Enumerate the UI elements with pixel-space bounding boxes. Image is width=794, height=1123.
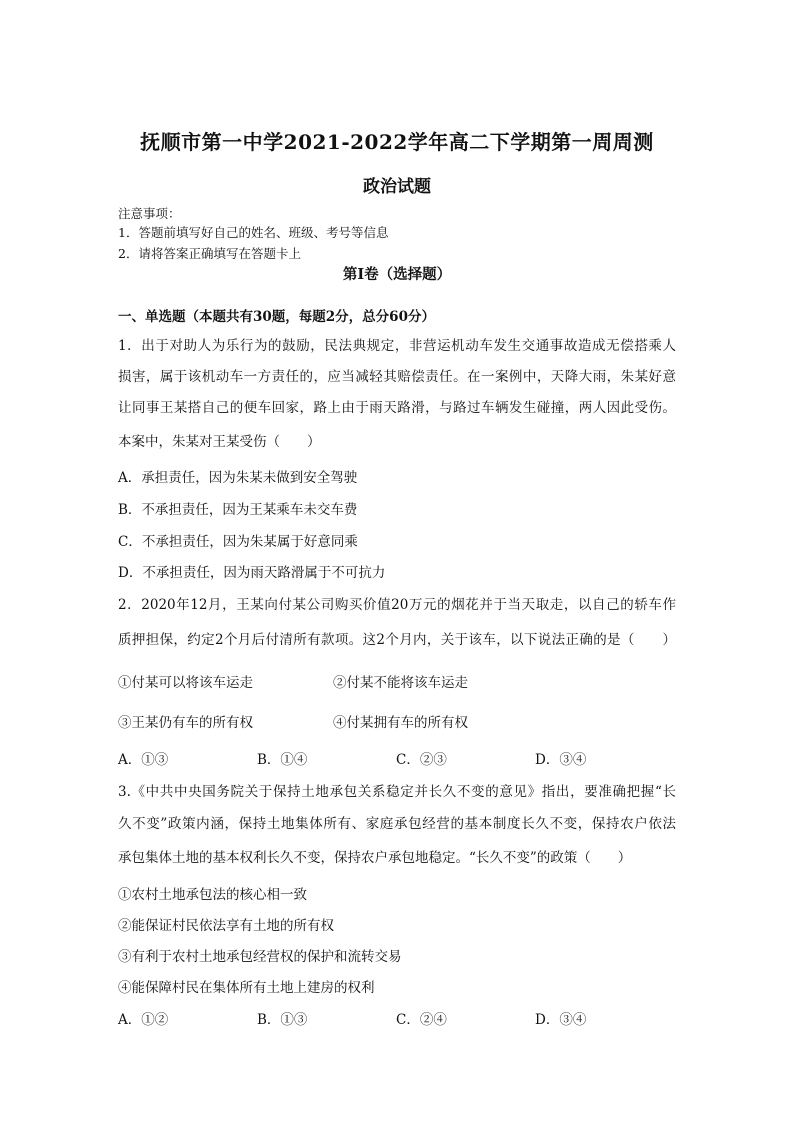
exam-title: 抚顺市第一中学2021-2022学年高二下学期第一周周测	[140, 130, 654, 154]
q1-option-a: A．承担责任，因为朱某未做到安全驾驶	[118, 470, 358, 486]
q2-statement-1: ①付某可以将该车运走	[118, 675, 253, 691]
notice-heading: 注意事项：	[118, 206, 181, 221]
q3-statement-3: ③有利于农村土地承包经营权的保护和流转交易	[118, 949, 402, 965]
volume-title: 第I卷（选择题）	[342, 266, 452, 283]
q3-stem-line-3: 承包集体土地的基本权利长久不变，保持农户承包地稳定。“长久不变”的政策（ ）	[118, 850, 632, 866]
q3-option-b: B．①③	[257, 1012, 308, 1028]
q1-option-c: C．不承担责任，因为朱某属于好意同乘	[118, 534, 358, 550]
q1-stem-line-3: 让同事王某搭自己的便车回家，路上由于雨天路滑，与路过车辆发生碰撞，两人因此受伤。	[118, 400, 676, 416]
q3-statement-1: ①农村土地承包法的核心相一致	[118, 887, 307, 903]
q1-option-d: D．不承担责任，因为雨天路滑属于不可抗力	[118, 565, 386, 581]
q2-option-b: B．①④	[257, 752, 308, 768]
q2-option-d: D．③④	[535, 752, 587, 768]
q3-option-c: C．②④	[396, 1012, 447, 1028]
q3-stem-line-1: 3.《中共中央国务院关于保持土地承包关系稳定并长久不变的意见》指出，要准确把握“长	[118, 784, 676, 800]
q2-statement-3: ③王某仍有车的所有权	[118, 715, 253, 731]
q1-stem-line-1: 1．出于对助人为乐行为的鼓励，民法典规定，非营运机动车发生交通事故造成无偿搭乘人	[118, 338, 676, 354]
q3-statement-2: ②能保证村民依法享有土地的所有权	[118, 918, 334, 934]
q1-stem-line-4: 本案中，朱某对王某受伤（ ）	[118, 434, 321, 450]
q2-statement-4: ④付某拥有车的所有权	[333, 715, 468, 731]
notice-item-1: 1．答题前填写好自己的姓名、班级、考号等信息	[118, 225, 389, 240]
q2-statement-2: ②付某不能将该车运走	[333, 675, 468, 691]
exam-subtitle: 政治试题	[363, 177, 431, 197]
q2-option-c: C．②③	[396, 752, 447, 768]
q3-option-a: A．①②	[118, 1012, 169, 1028]
q3-stem-line-2: 久不变”政策内涵，保持土地集体所有、家庭承包经营的基本制度长久不变，保持农户依法	[118, 816, 676, 832]
q2-option-a: A．①③	[118, 752, 169, 768]
notice-item-2: 2．请将答案正确填写在答题卡上	[118, 246, 301, 261]
q1-stem-line-2: 损害，属于该机动车一方责任的，应当减轻其赔偿责任。在一案例中，天降大雨，朱某好意	[118, 369, 676, 385]
q2-stem-line-2: 质押担保，约定2个月后付清所有款项。这2个月内，关于该车，以下说法正确的是（ ）	[118, 632, 676, 648]
q3-option-d: D．③④	[535, 1012, 587, 1028]
q3-statement-4: ④能保障村民在集体所有土地上建房的权利	[118, 980, 375, 996]
section-heading: 一、单选题（本题共有30题，每题2分，总分60分）	[118, 309, 435, 325]
q2-stem-line-1: 2．2020年12月，王某向付某公司购买价值20万元的烟花并于当天取走，以自己的轿车作	[118, 597, 676, 613]
q1-option-b: B．不承担责任，因为王某乘车未交车费	[118, 502, 358, 518]
